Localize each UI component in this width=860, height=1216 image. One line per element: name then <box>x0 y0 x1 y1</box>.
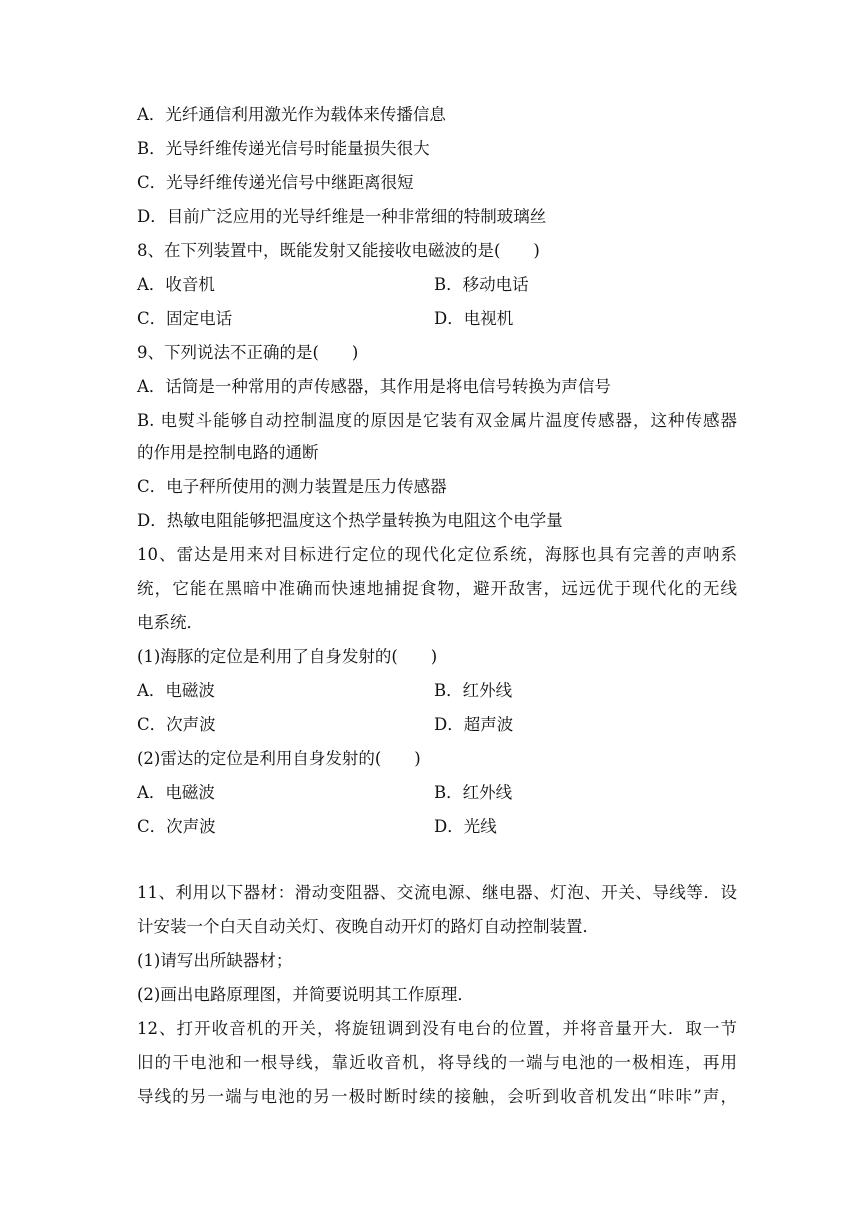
q11-stem-line2: 计安装一个白天自动关灯、夜晚自动开灯的路灯自动控制装置． <box>137 917 599 936</box>
q10-sub2-option-d: D．光线 <box>434 817 497 836</box>
q10-sub1-option-a: A．电磁波 <box>137 681 215 700</box>
q9-option-b-line1: B. 电熨斗能够自动控制温度的原因是它装有双金属片温度传感器，这种传感器 <box>137 411 737 430</box>
q8-option-a: A．收音机 <box>137 275 215 294</box>
q7-option-d: D．目前广泛应用的光导纤维是一种非常细的特制玻璃丝 <box>137 207 547 226</box>
q10-sub2-stem: (2)雷达的定位是利用自身发射的( ) <box>137 749 421 768</box>
q10-sub1-option-c: C．次声波 <box>137 715 216 734</box>
q8-option-d: D．电视机 <box>434 309 514 328</box>
q11-stem-line1: 11、利用以下器材：滑动变阻器、交流电源、继电器、灯泡、开关、导线等．设 <box>137 883 737 902</box>
q9-option-a: A．话筒是一种常用的声传感器，其作用是将电信号转换为声信号 <box>137 377 611 396</box>
q9-option-d: D．热敏电阻能够把温度这个热学量转换为电阻这个电学量 <box>137 511 563 530</box>
q10-sub2-option-b: B．红外线 <box>434 783 513 802</box>
q12-line2: 旧的干电池和一根导线，靠近收音机，将导线的一端与电池的一极相连，再用 <box>137 1053 737 1072</box>
q10-sub1-option-b: B．红外线 <box>434 681 513 700</box>
q7-option-b: B．光导纤维传递光信号时能量损失很大 <box>137 139 430 158</box>
q10-sub1-stem: (1)海豚的定位是利用了自身发射的( ) <box>137 647 438 666</box>
q9-option-b-line2: 的作用是控制电路的通断 <box>137 443 319 462</box>
q10-sub2-option-c: C．次声波 <box>137 817 216 836</box>
q8-stem: 8、在下列装置中，既能发射又能接收电磁波的是( ) <box>137 241 540 260</box>
q10-sub2-option-a: A．电磁波 <box>137 783 215 802</box>
q10-stem-line3: 电系统． <box>137 613 203 632</box>
q11-sub1: (1)请写出所缺器材； <box>137 951 293 970</box>
q11-sub2: (2)画出电路原理图，并简要说明其工作原理． <box>137 985 474 1004</box>
q7-option-a: A．光纤通信利用激光作为载体来传播信息 <box>137 105 446 124</box>
q8-option-b: B．移动电话 <box>434 275 529 294</box>
q10-sub1-option-d: D．超声波 <box>434 715 514 734</box>
q10-stem-line1: 10、雷达是用来对目标进行定位的现代化定位系统，海豚也具有完善的声呐系 <box>137 545 737 564</box>
q12-line1: 12、打开收音机的开关，将旋钮调到没有电台的位置，并将音量开大．取一节 <box>137 1019 737 1038</box>
q7-option-c: C．光导纤维传递光信号中继距离很短 <box>137 173 414 192</box>
q10-stem-line2: 统，它能在黑暗中准确而快速地捕捉食物，避开敌害，远远优于现代化的无线 <box>137 579 737 598</box>
q8-option-c: C．固定电话 <box>137 309 233 328</box>
q12-line3: 导线的另一端与电池的另一极时断时续的接触，会听到收音机发出“咔咔”声， <box>137 1087 737 1106</box>
q9-option-c: C．电子秤所使用的测力装置是压力传感器 <box>137 477 447 496</box>
q9-stem: 9、下列说法不正确的是( ) <box>137 343 359 362</box>
